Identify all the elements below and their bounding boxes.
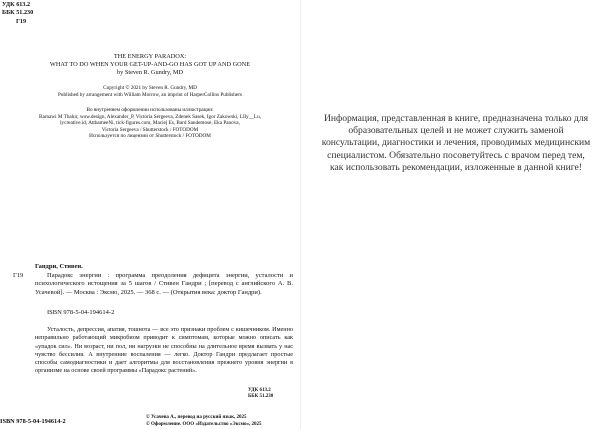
record-author: Гандри, Стивен. — [35, 263, 83, 270]
bbk-code: ББК 51.230 — [2, 9, 34, 17]
record-description: Парадокс энергии : программа преодоления дефицита энергии, усталости и психологического истощения за 5 шагов / Стивен Гандри ; [перевод с английского А. В. Усачевой]. — Москва : Эксмо, 2025. — 368 с. — (Открытия века: доктор Гандри). — [35, 271, 293, 296]
author-mark: Г19 — [16, 17, 27, 25]
bbk-code: ББК 51.230 — [248, 394, 274, 400]
bottom-codes — [248, 388, 273, 401]
copyright-line: Copyright © 2021 by Steven R. Gundry, MD — [103, 85, 197, 91]
credit-line: Barnawi M Thahir, wow.design, Alexander_P, Victoria Sergeeva, Zdenek Sasek, Igor Zakowski, LIly__Lu, — [38, 113, 261, 120]
isbn-bottom: ISBN 978-5-04-194614-2 — [0, 418, 66, 425]
title-line: WHAT TO DO WHEN YOUR GET-UP-AND-GO HAS GOT UP AND GONE — [49, 61, 251, 68]
illustration-credits — [0, 107, 300, 140]
title-author: by Steven R. Gundry, MD — [116, 69, 184, 76]
classification-codes — [2, 1, 33, 26]
copyright-notice — [0, 85, 300, 98]
udk-code: УДК 613.2 — [2, 1, 31, 8]
annotation: Усталость, депрессия, апатия, тошнота — все это признаки проблем с кишечником. Именно неправильно работающий микробиом приводит к симптомам, которые можно описать как «упадок сил». Ни возраст, ни пол, ни нагрузки не способны на длительное время вызвать у нас чувство бессилия. А внутренние воспаления — легко. Доктор Гандри предлагает простые способы самодиагностики и дает алгоритмы для восстановления прежнего уровня энергии в организме на основе своей программы «Парадокс растений». — [35, 326, 293, 375]
medical-disclaimer: Информация, представленная в книге, предназначена только для образовательных целей и не может служить заменой консультации, диагностики и лечения, проводимых медицинским специалистом. Обязательно посоветуйтесь с врачом перед тем, как использовать рекомендации, изложенные в данной книге! — [321, 113, 591, 173]
translation-credits — [146, 415, 262, 428]
entry-code: Г19 — [13, 272, 24, 279]
bibliographic-record — [35, 263, 293, 297]
credit-line: © Усачева А., перевод на русский язык, 2025 — [146, 415, 247, 420]
isbn: ISBN 978-5-04-194614-2 — [47, 309, 115, 316]
credit-line: lycreative.id, AtthameeNi, tick-figures.com, Maciej Es, Bard Sandemose, Eka Panova, — [60, 120, 240, 127]
copyright-line: Published by arrangement with William Morrow, an imprint of HarperCollins Publishers — [58, 91, 242, 98]
title-line: THE ENERGY PARADOX: — [113, 53, 187, 60]
credit-line: © Оформление. ООО «Издательство «Эксмо», 2025 — [146, 421, 262, 427]
credit-line: Используется по лицензии от Shutterstock / FOTODOM — [89, 133, 211, 140]
original-title — [0, 53, 300, 77]
credit-line: Victoria Sergeeva / Shutterstock / FOTODOM — [101, 126, 199, 133]
credit-line: Во внутреннем оформлении использованы иллюстрации: — [86, 107, 214, 113]
right-page — [300, 0, 600, 429]
udk-code: УДК 613.2 — [248, 388, 271, 393]
